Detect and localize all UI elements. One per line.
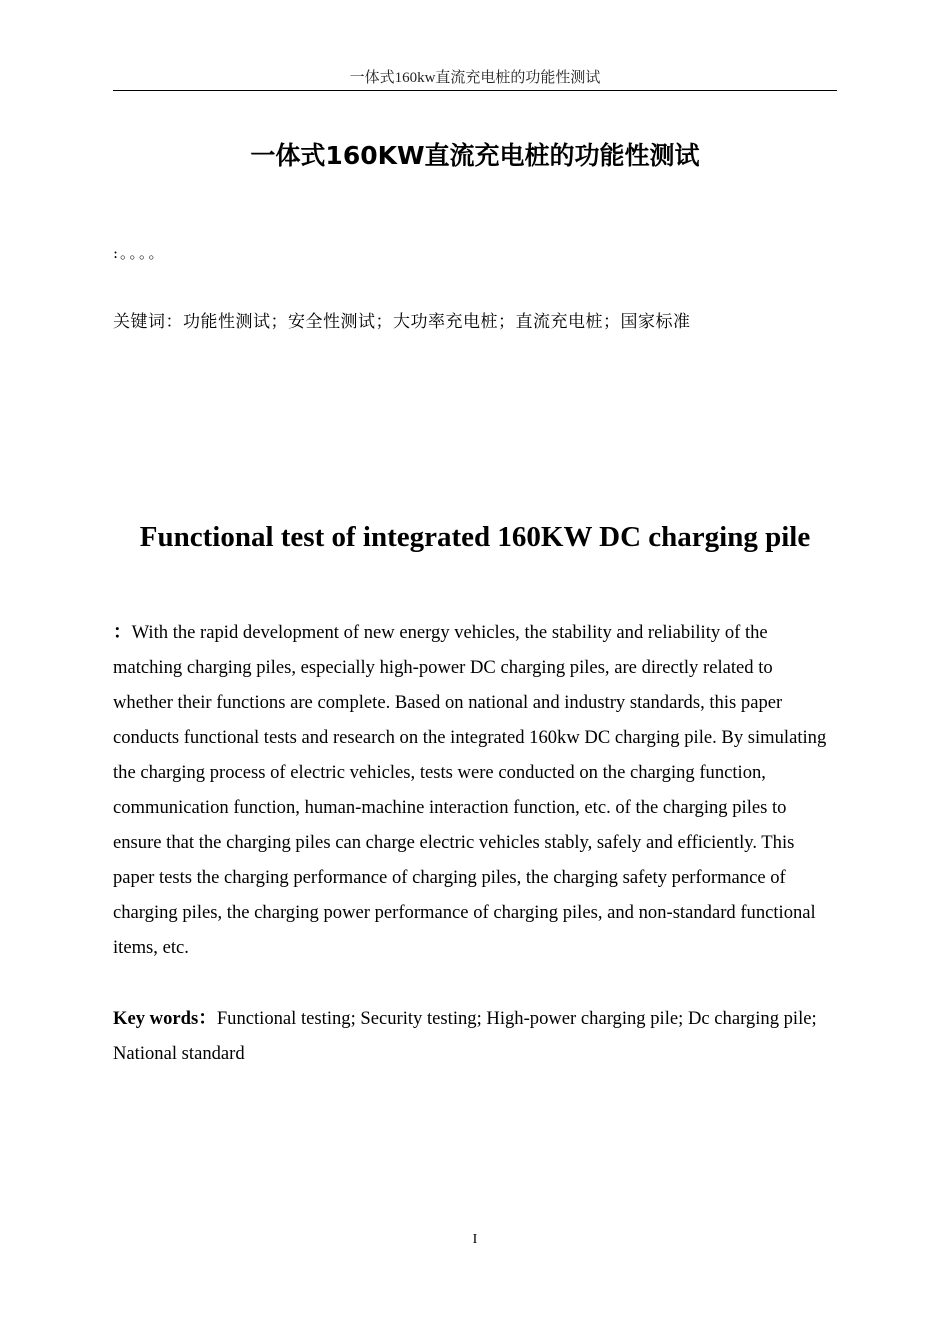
english-abstract-text: With the rapid development of new energy vehicles, the stability and reliability of the matching charging piles, especially high-power DC charging piles, are directly related to whether their functions are complete. Based on national and industry standards, this paper conducts functional tests and research on the integrated 160kw DC charging pile. By simulating the charging process of electric vehicles, tests were conducted on the charging function, communication function, human-machine interaction function, etc. of the charging piles to ensure that the charging piles can charge electric vehicles stably, safely and efficiently. This paper tests the charging performance of charging piles, the charging safety performance of charging piles, the charging power performance of charging piles, and non-standard functional items, etc. — [113, 622, 827, 958]
english-keywords-label: Key words： — [113, 1008, 217, 1029]
chinese-keywords — [113, 310, 837, 334]
english-title: Functional test of integrated 160KW DC charging pile — [139, 521, 811, 553]
chinese-keywords-text: 功能性测试；安全性测试；大功率充电桩；直流充电桩；国家标准 — [183, 312, 691, 332]
chinese-title: 一体式160KW直流充电桩的功能性测试 — [250, 141, 700, 170]
english-keywords-text: Functional testing; Security testing; High-power charging pile; Dc charging pile; National standard — [113, 1008, 817, 1064]
chinese-keywords-label: 关键词： — [113, 312, 183, 332]
english-abstract — [113, 615, 837, 965]
chinese-abstract: :。。。。 — [113, 244, 166, 262]
running-header: 一体式160kw直流充电桩的功能性测试 — [349, 70, 601, 86]
english-keywords — [113, 1001, 837, 1071]
english-abstract-label: ： — [113, 622, 132, 643]
page-number: I — [472, 1232, 478, 1247]
header-rule — [113, 90, 837, 91]
